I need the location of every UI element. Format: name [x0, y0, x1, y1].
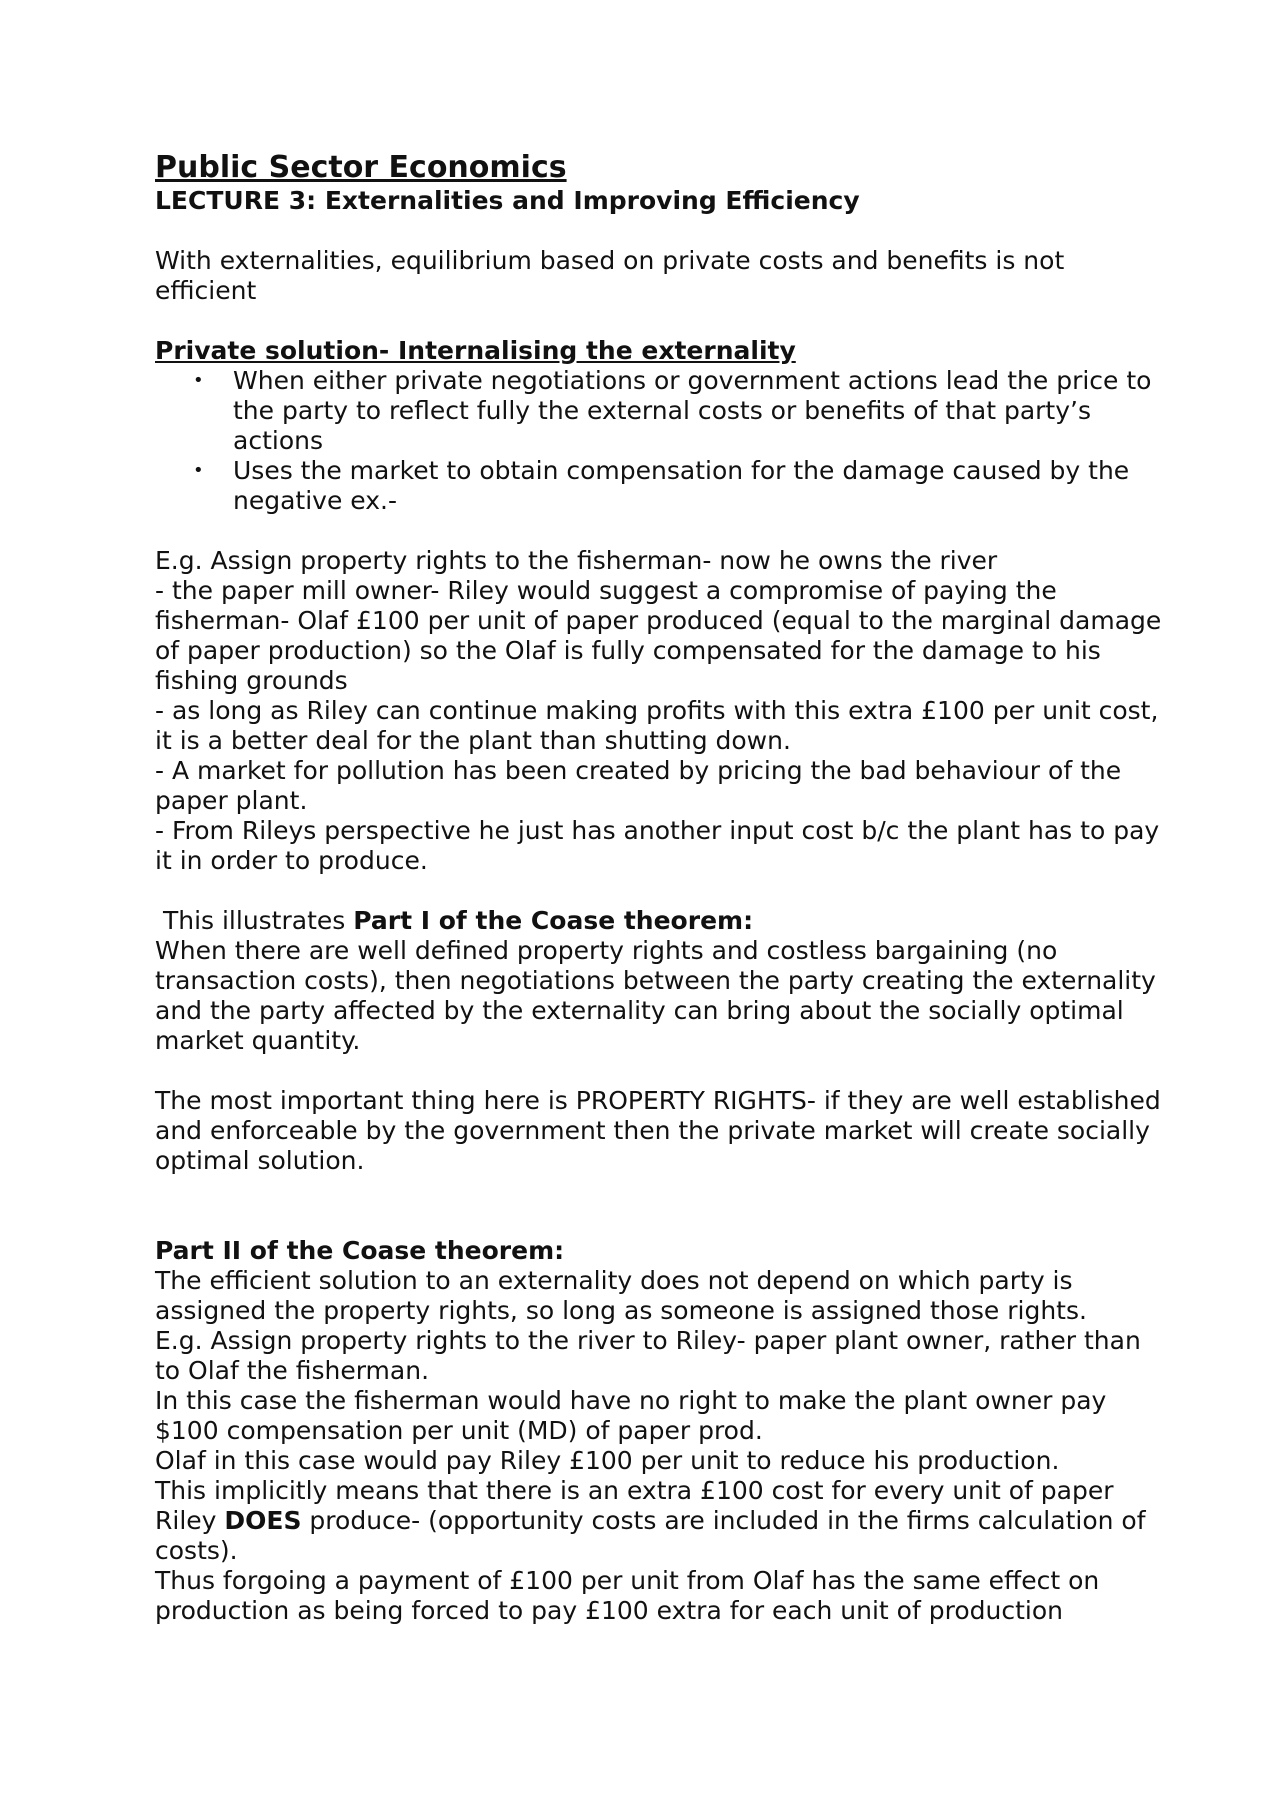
coase-part2-line — [155, 1476, 1165, 1566]
coase-part2-line: The efficient solution to an externality does not depend on which party is assigned the property rights, so long as someone is assigned those rights. — [155, 1266, 1087, 1325]
document-body — [155, 150, 1165, 1626]
lecture-subtitle: LECTURE 3: Externalities and Improving Efficiency — [155, 186, 860, 215]
coase-part2-heading: Part II of the Coase theorem: — [155, 1236, 565, 1265]
bullet-text: Uses the market to obtain compensation for the damage caused by the negative ex.- — [233, 456, 1130, 515]
coase-part2-line: Thus forgoing a payment of £100 per unit from Olaf has the same effect on production as being forced to pay £100 extra for each unit of production — [155, 1566, 1100, 1625]
example-line: - as long as Riley can continue making profits with this extra £100 per unit cost, it is a better deal for the plant than shutting down. — [155, 696, 1159, 755]
example-line: - From Rileys perspective he just has another input cost b/c the plant has to pay it in order to produce. — [155, 816, 1160, 875]
private-solution-heading: Private solution- Internalising the externality — [155, 336, 796, 365]
bullet-icon: • — [193, 370, 204, 391]
intro-paragraph: With externalities, equilibrium based on private costs and benefits is not efficient — [155, 246, 1065, 305]
list-item — [155, 366, 1165, 456]
property-rights-paragraph: The most important thing here is PROPERTY RIGHTS- if they are well established and enforceable by the government then the private market will create socially optimal solution. — [155, 1086, 1161, 1175]
coase-part2-line: In this case the fisherman would have no right to make the plant owner pay $100 compensation per unit (MD) of paper prod. — [155, 1386, 1107, 1445]
line-text: produce- (opportunity costs are included in the firms calculation of costs). — [155, 1506, 1146, 1565]
example-line: E.g. Assign property rights to the fisherman- now he owns the river — [155, 546, 998, 575]
example-line: - A market for pollution has been created by pricing the bad behaviour of the paper plant. — [155, 756, 1122, 815]
private-solution-bullets — [155, 366, 1165, 516]
coase-part1-prefix: This illustrates — [155, 906, 354, 935]
coase-part1-intro — [155, 906, 1165, 936]
bullet-text: When either private negotiations or government actions lead the price to the party to reflect fully the external costs or benefits of that party’s actions — [233, 366, 1152, 455]
bullet-icon: • — [193, 460, 204, 481]
example-line: - the paper mill owner- Riley would suggest a compromise of paying the fisherman- Olaf £100 per unit of paper produced (equal to the marginal damage of paper production) so the Olaf is fully compensated for the damage to his fishing grounds — [155, 576, 1162, 695]
does-emphasis: DOES — [224, 1506, 302, 1535]
coase-part1-text: When there are well defined property rights and costless bargaining (no transaction costs), then negotiations between the party creating the externality and the party affected by the externality can bring about the socially optimal market quantity. — [155, 936, 1156, 1055]
coase-part2-line: E.g. Assign property rights to the river to Riley- paper plant owner, rather than to Olaf the fisherman. — [155, 1326, 1141, 1385]
list-item — [155, 456, 1165, 516]
document-title: Public Sector Economics — [155, 150, 567, 185]
coase-part2-line: Olaf in this case would pay Riley £100 per unit to reduce his production. — [155, 1446, 1060, 1475]
line-text: This implicitly means that there is an extra £100 cost for every unit of paper Riley — [155, 1476, 1114, 1535]
coase-part1-label: Part I of the Coase theorem: — [353, 906, 754, 935]
